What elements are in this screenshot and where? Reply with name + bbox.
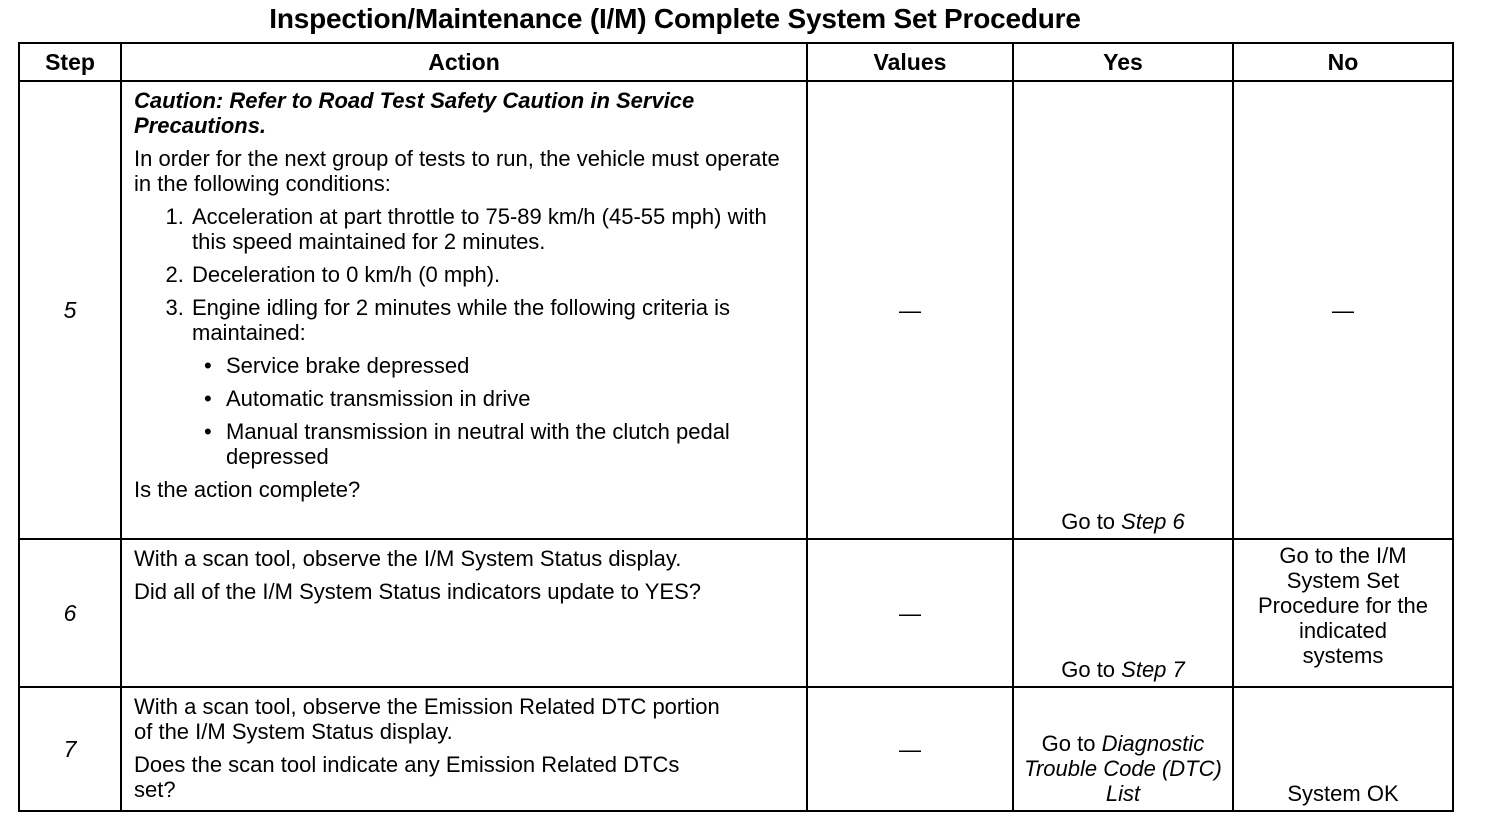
step-number: 5 (19, 81, 121, 539)
header-action: Action (121, 43, 807, 81)
values-dash: — (899, 736, 921, 762)
header-step: Step (19, 43, 121, 81)
no-cell (1233, 539, 1453, 687)
no-cell (1233, 81, 1453, 539)
header-values: Values (807, 43, 1013, 81)
values-cell (807, 687, 1013, 811)
step-number: 6 (19, 539, 121, 687)
yes-cell (1013, 539, 1233, 687)
no-link[interactable]: Go to the I/M System Set Procedure for the indicated systems (1258, 543, 1428, 668)
table-row-step-6 (19, 539, 1453, 687)
step-number: 7 (19, 687, 121, 811)
criteria-list (192, 353, 796, 469)
condition-item (190, 204, 796, 254)
caution-text: Caution: Refer to Road Test Safety Caution in Service Precautions. (134, 88, 695, 138)
header-no: No (1233, 43, 1453, 81)
action-intro: In order for the next group of tests to run, the vehicle must operate in the following conditions: (134, 146, 780, 196)
values-cell (807, 539, 1013, 687)
yes-prefix: Go to (1041, 731, 1102, 756)
header-yes: Yes (1013, 43, 1233, 81)
values-cell (807, 81, 1013, 539)
table-row-step-7 (19, 687, 1453, 811)
action-instruction: With a scan tool, observe the I/M System Status display. (134, 546, 682, 571)
values-dash: — (899, 297, 921, 323)
criteria-item: • Service brake depressed (226, 353, 796, 378)
yes-link[interactable]: Diagnostic Trouble Code (DTC) List (1024, 731, 1222, 806)
action-cell (121, 81, 807, 539)
no-dash: — (1332, 297, 1354, 323)
yes-prefix: Go to (1061, 509, 1122, 534)
action-instruction: With a scan tool, observe the Emission Related DTC portion of the I/M System Status display. (134, 694, 720, 744)
condition-text: Deceleration to 0 km/h (0 mph). (192, 262, 501, 287)
conditions-list (134, 204, 796, 469)
condition-item (190, 295, 796, 469)
criteria-item: • Manual transmission in neutral with the clutch pedal depressed (226, 419, 796, 469)
action-cell (121, 539, 807, 687)
action-question: Did all of the I/M System Status indicators update to YES? (134, 579, 701, 604)
condition-text: Acceleration at part throttle to 75-89 km/h (45-55 mph) with this speed maintained for 2 minutes. (192, 204, 767, 254)
yes-prefix: Go to (1061, 657, 1122, 682)
condition-text: Engine idling for 2 minutes while the following criteria is maintained: (192, 295, 731, 345)
values-dash: — (899, 600, 921, 626)
action-cell (121, 687, 807, 811)
criteria-item: • Automatic transmission in drive (226, 386, 796, 411)
yes-cell (1013, 687, 1233, 811)
header-row (19, 43, 1453, 81)
yes-link[interactable]: Step 7 (1121, 657, 1185, 682)
procedure-table (18, 42, 1454, 812)
page-title: Inspection/Maintenance (I/M) Complete System Set Procedure (269, 3, 1081, 34)
condition-item (190, 262, 796, 287)
no-cell (1233, 687, 1453, 811)
yes-cell (1013, 81, 1233, 539)
action-question: Is the action complete? (134, 477, 361, 502)
yes-link[interactable]: Step 6 (1121, 509, 1185, 534)
no-text: System OK (1287, 781, 1399, 806)
action-question: Does the scan tool indicate any Emission Related DTCs set? (134, 752, 680, 802)
table-row-step-5 (19, 81, 1453, 539)
